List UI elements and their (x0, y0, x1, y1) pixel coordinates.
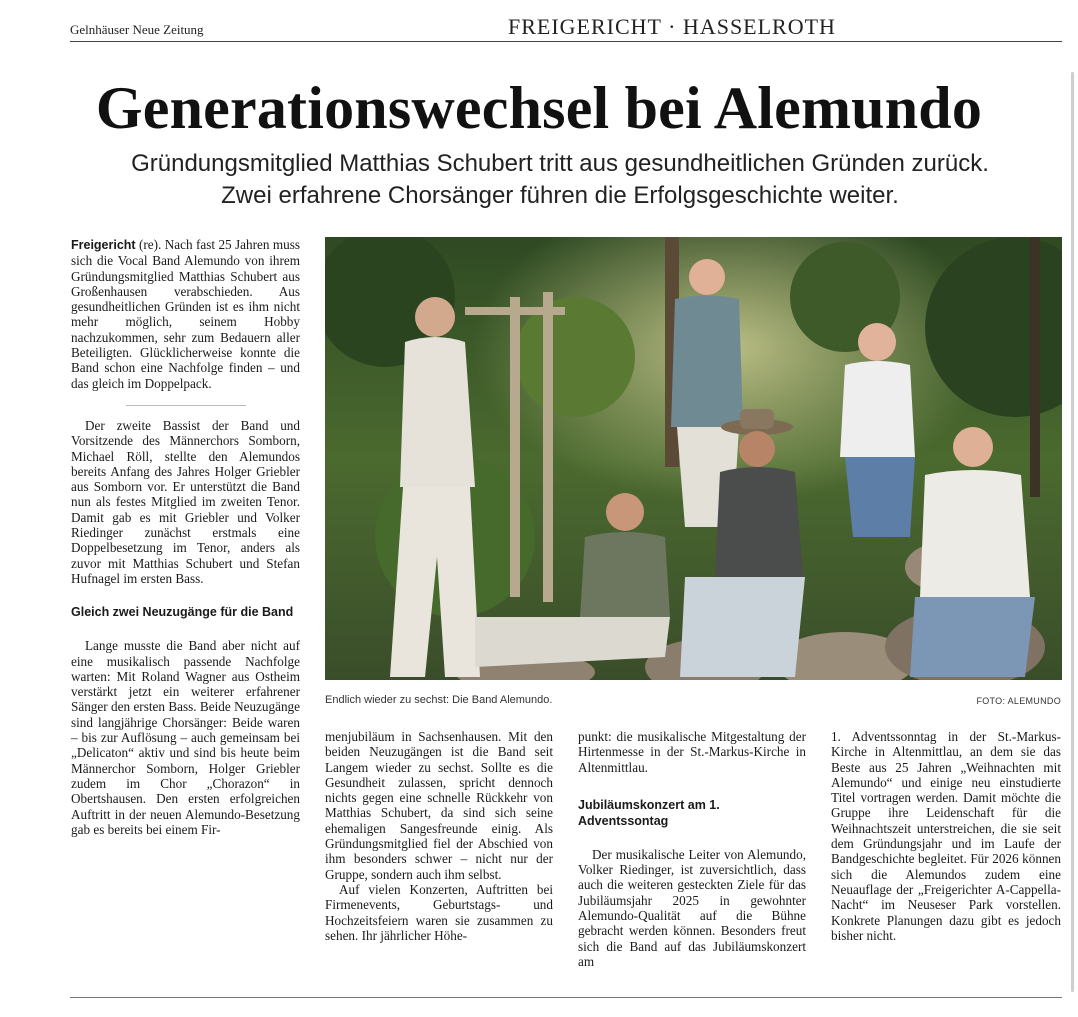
band-photo (325, 237, 1062, 680)
intro-text: (re). Nach fast 25 Jahren muss sich die Vocal Band Alemundo von ihrem Gründungsmitglied Matthias Schubert aus Großenhausen verabschieden. Aus gesundheitlichen Gründen ist es ihm nicht mehr möglich, seinem Hobby nachzukommen, sehr zum Bedauern aller Beteiligten. Glücklicherweise konnte die Band schon eine Nachfolge finden – und das gleich im Doppelpack. (71, 237, 300, 391)
band-photo-illustration (325, 237, 1062, 680)
article-column-2 (325, 729, 553, 943)
paragraph: 1. Adventssonntag in der St.-Markus-Kirche in Altenmittlau, an dem sie das Beste aus 25 Jahren „Weihnachten mit Alemundo“ und einige neu einstudierte Titel vortragen werden. Damit möchte die Gruppe ihre Leidenschaft für die Weihnachtszeit unterstreichen, die sie seit dem Gründungsjahr und im Laufe der Bandgeschichte begleitet. Für 2026 können sich die Alemundos zudem eine Neuauflage der „Freigerichter A-Cappella-Nacht“ im Neuseser Park vorstellen. Konkrete Planungen dazu gibt es jedoch bisher nicht. (831, 729, 1061, 943)
paragraph: punkt: die musikalische Mitgestaltung der Hirtenmesse in der St.-Markus-Kirche in Altenmittlau. (578, 729, 806, 775)
article-column-3 (578, 729, 806, 969)
top-rule (70, 41, 1062, 42)
paragraph: menjubiläum in Sachsenhausen. Mit den beiden Neuzugängen ist die Band seit Langem wieder zu sechst. Sollte es die Gesundheit zulassen, spricht dennoch nichts gegen eine schnelle Rückkehr von Matthias Schubert, da sind sich seine ehemaligen Sangesfreunde einig. Als Gründungsmitglied fiel der Abschied von ihm besonders schwer – nicht nur der Gruppe, sondern auch ihm selbst. (325, 729, 553, 882)
photo-credit: FOTO: ALEMUNDO (976, 696, 1061, 706)
subhead-line-1: Gründungsmitglied Matthias Schubert tritt aus gesundheitlichen Gründen zurück. (131, 150, 989, 177)
section-title: FREIGERICHT · HASSELROTH (508, 14, 836, 39)
subheadline (60, 148, 1060, 212)
photo-caption: Endlich wieder zu sechst: Die Band Alemundo. (325, 694, 553, 706)
subheading-jubilaeumskonzert: Jubiläumskonzert am 1. Adventssontag (578, 797, 720, 828)
subheading-neuzugaenge: Gleich zwei Neuzugänge für die Band (71, 605, 294, 620)
page-scrollbar[interactable] (1071, 72, 1074, 992)
article-column-4 (831, 729, 1061, 943)
headline: Generationswechsel bei Alemundo (95, 75, 983, 141)
paragraph: Lange musste die Band aber nicht auf eine musikalisch passende Nachfolge warten: Mit Roland Wagner aus Ostheim verstärkt jetzt ein weiterer erfahrener Sänger den ersten Bass. Beide Neuzugänge sind langjährige Chorsänger: Beide waren – bis zur Auflösung – auch gemeinsam bei „Delicaton“ aktiv und sind bis heute beim Männerchor Somborn, Holger Griebler zudem im Chor „Chorazon“ in Obertshausen. Den ersten erfolgreichen Auftritt in der neuen Alemundo-Besetzung gab es bereits bei einem Fir- (71, 638, 300, 837)
paragraph: Auf vielen Konzerten, Auftritten bei Firmenevents, Geburtstags- und Hochzeitsfeiern waren sie zusammen zu sehen. Ihr jährlicher Höhe- (325, 881, 553, 943)
dateline: Freigericht (71, 238, 136, 252)
column-divider (126, 405, 246, 406)
subhead-line-2: Zwei erfahrene Chorsänger führen die Erfolgsgeschichte weiter. (221, 182, 899, 209)
bottom-rule (70, 997, 1062, 998)
paragraph: Der musikalische Leiter von Alemundo, Volker Riedinger, ist zuversichtlich, dass auch die weiteren gesteckten Ziele für das Jubiläumsjahr 2025 in gewohnter Alemundo-Qualität auf die Bühne gebracht werden können. Besonders freut sich die Band auf das Jubiläumskonzert am (578, 846, 806, 969)
paragraph: Der zweite Bassist der Band und Vorsitzende des Männerchors Somborn, Michael Röll, stellte den Alemundos bereits Anfang des Jahres Holger Griebler aus Somborn vor. Er unterstützt die Band nun als festes Mitglied im zweiten Tenor. Damit gab es mit Griebler und Volker Riedinger zunächst erstmals eine Doppelbesetzung im Tenor, anders als zuvor mit Matthias Schubert und Stefan Hufnagel im ersten Bass. (71, 417, 300, 586)
article-column-1 (71, 237, 300, 837)
intro-paragraph (71, 237, 300, 391)
paper-name: Gelnhäuser Neue Zeitung (70, 22, 204, 37)
